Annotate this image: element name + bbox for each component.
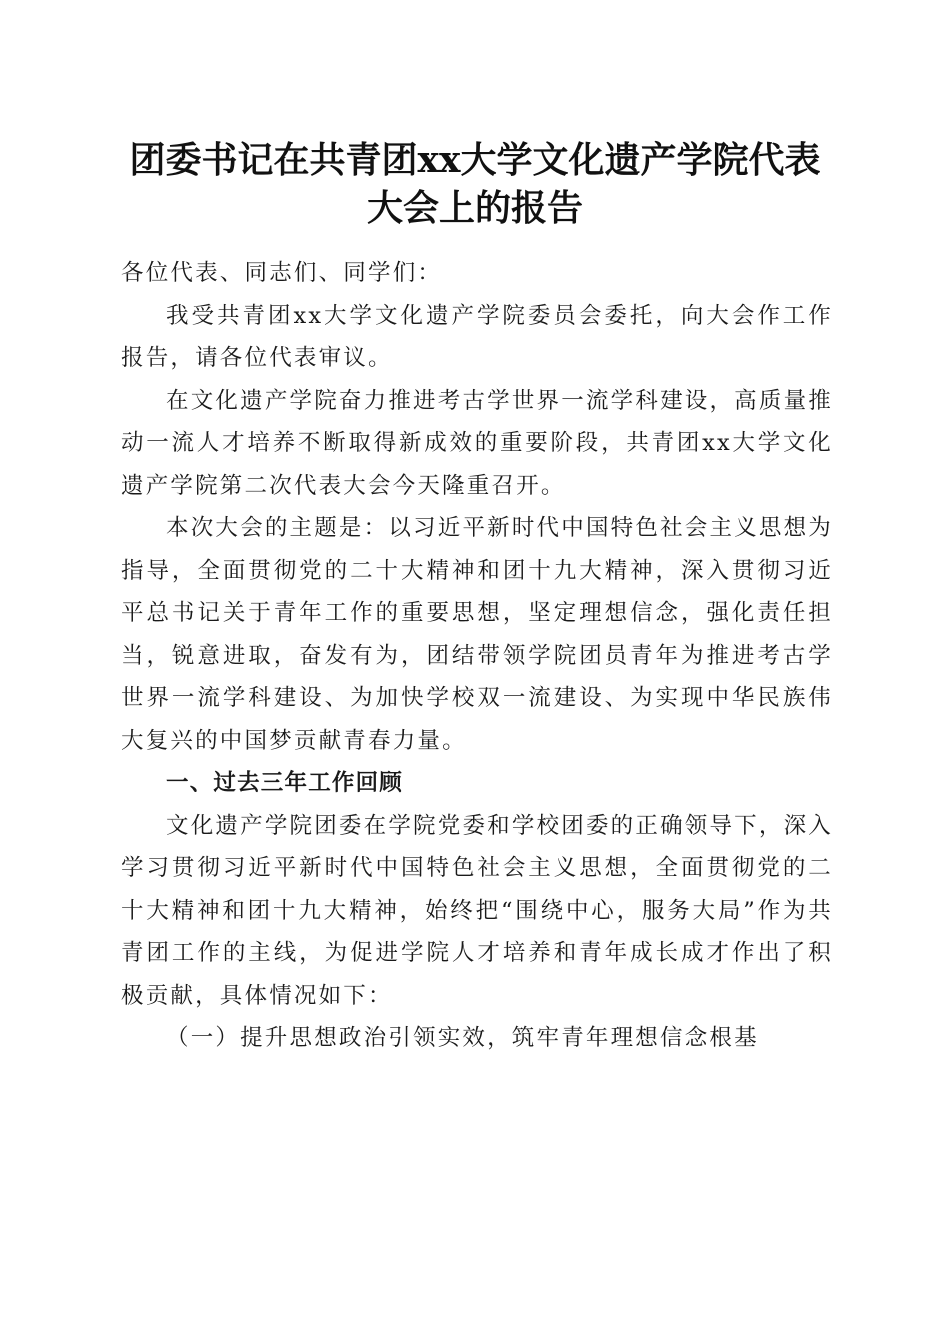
paragraph-review-intro: 文化遗产学院团委在学院党委和学校团委的正确领导下，深入学习贯彻习近平新时代中国特色社会主义思想，全面贯彻党的二十大精神和团十九大精神，始终把“围绕中心，服务大局”作为共青团工作的主线，为促进学院人才培养和青年成长成才作出了积极贡献，具体情况如下： xyxy=(121,812,833,1009)
document-title xyxy=(100,136,850,232)
document-body xyxy=(121,252,833,1060)
section-heading-review: 一、过去三年工作回顾 xyxy=(166,770,404,796)
title-line-1: 团委书记在共青团xx大学文化遗产学院代表 xyxy=(129,139,821,181)
paragraph-congress-opening: 在文化遗产学院奋力推进考古学世界一流学科建设，高质量推动一流人才培养不断取得新成效的重要阶段，共青团xx大学文化遗产学院第二次代表大会今天隆重召开。 xyxy=(121,387,833,499)
title-line-2: 大会上的报告 xyxy=(366,187,583,229)
salutation: 各位代表、同志们、同学们： xyxy=(121,260,443,286)
paragraph-entrustment: 我受共青团xx大学文化遗产学院委员会委托，向大会作工作报告，请各位代表审议。 xyxy=(121,302,833,371)
paragraph-congress-theme: 本次大会的主题是：以习近平新时代中国特色社会主义思想为指导，全面贯彻党的二十大精神和团十九大精神，深入贯彻习近平总书记关于青年工作的重要思想，坚定理想信念，强化责任担当，锐意进取，奋发有为，团结带领学院团员青年为推进考古学世界一流学科建设、为加快学校双一流建设、为实现中华民族伟大复兴的中国梦贡献青春力量。 xyxy=(121,515,833,754)
subsection-heading-ideology: （一）提升思想政治引领实效，筑牢青年理想信念根基 xyxy=(166,1025,759,1051)
